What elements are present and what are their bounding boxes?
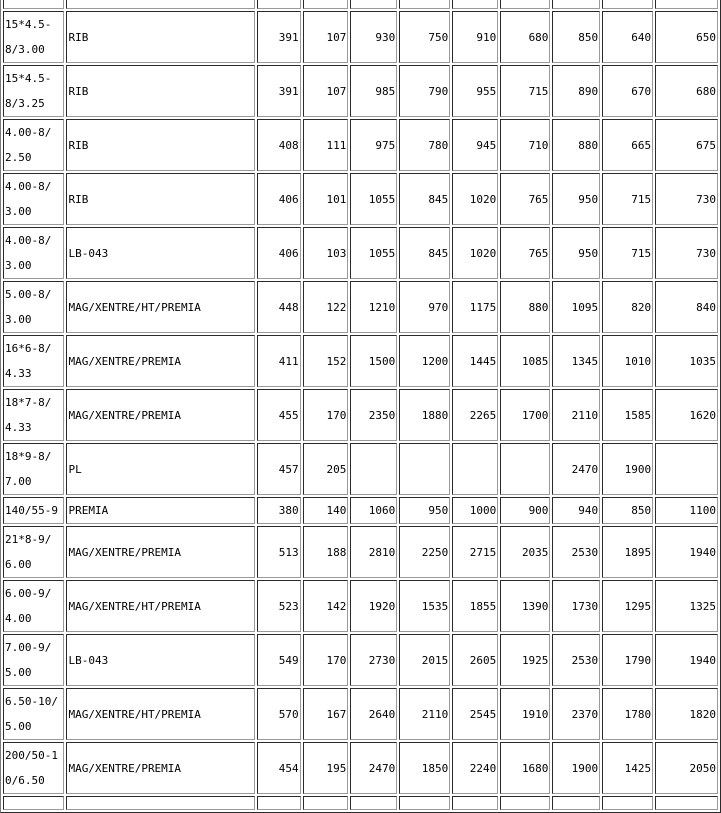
value-cell: 2110 <box>399 688 450 740</box>
value-cell: 2730 <box>350 634 397 686</box>
value-cell: 845 <box>399 227 450 279</box>
value-cell: 975 <box>350 119 397 171</box>
pattern-cell: LB-043 <box>66 227 254 279</box>
value-cell: 1200 <box>399 335 450 387</box>
value-cell: 950 <box>552 227 600 279</box>
value-cell: 1295 <box>602 580 653 632</box>
value-cell: 780 <box>399 119 450 171</box>
table-row <box>3 173 718 225</box>
table-row <box>3 227 718 279</box>
value-cell: 2470 <box>350 742 397 794</box>
pattern-cell: PL <box>66 443 254 495</box>
pattern-cell: MAG/XENTRE/HT/PREMIA <box>66 688 254 740</box>
table-row <box>3 497 718 524</box>
value-cell: 1000 <box>452 497 498 524</box>
value-cell: 103 <box>303 227 349 279</box>
value-cell: 845 <box>399 173 450 225</box>
value-cell: 950 <box>399 497 450 524</box>
value-cell: 1345 <box>552 335 600 387</box>
value-cell: 2250 <box>399 526 450 578</box>
value-cell: 1010 <box>602 335 653 387</box>
value-cell: 840 <box>655 281 718 333</box>
value-cell: 900 <box>500 497 550 524</box>
table-row <box>3 634 718 686</box>
value-cell: 910 <box>452 11 498 63</box>
value-cell: 1680 <box>500 742 550 794</box>
value-cell <box>552 796 600 810</box>
value-cell: 457 <box>257 443 301 495</box>
value-cell: 1940 <box>655 526 718 578</box>
value-cell <box>552 0 600 9</box>
value-cell <box>655 0 718 9</box>
value-cell: 1900 <box>602 443 653 495</box>
pattern-cell: MAG/XENTRE/PREMIA <box>66 526 254 578</box>
size-cell: 4.00-8/3.00 <box>3 173 64 225</box>
size-cell: 15*4.5-8/3.25 <box>3 65 64 117</box>
pattern-cell: RIB <box>66 65 254 117</box>
value-cell <box>350 443 397 495</box>
size-cell: 4.00-8/2.50 <box>3 119 64 171</box>
value-cell: 2605 <box>452 634 498 686</box>
value-cell: 111 <box>303 119 349 171</box>
table-row <box>3 742 718 794</box>
value-cell: 454 <box>257 742 301 794</box>
value-cell <box>655 443 718 495</box>
value-cell <box>452 443 498 495</box>
size-cell: 4.00-8/3.00 <box>3 227 64 279</box>
value-cell: 406 <box>257 173 301 225</box>
value-cell: 1020 <box>452 173 498 225</box>
value-cell: 1895 <box>602 526 653 578</box>
value-cell: 1855 <box>452 580 498 632</box>
value-cell: 1325 <box>655 580 718 632</box>
value-cell: 1020 <box>452 227 498 279</box>
value-cell: 1390 <box>500 580 550 632</box>
value-cell: 391 <box>257 11 301 63</box>
pattern-cell: RIB <box>66 11 254 63</box>
value-cell: 1940 <box>655 634 718 686</box>
value-cell: 101 <box>303 173 349 225</box>
value-cell: 750 <box>399 11 450 63</box>
pattern-cell: MAG/XENTRE/HT/PREMIA <box>66 580 254 632</box>
value-cell: 1095 <box>552 281 600 333</box>
size-cell: 200/50-10/6.50 <box>3 742 64 794</box>
table-row <box>3 335 718 387</box>
value-cell: 820 <box>602 281 653 333</box>
value-cell: 1880 <box>399 389 450 441</box>
pattern-cell: MAG/XENTRE/PREMIA <box>66 389 254 441</box>
value-cell: 1060 <box>350 497 397 524</box>
value-cell: 2350 <box>350 389 397 441</box>
value-cell <box>500 443 550 495</box>
table-row <box>3 688 718 740</box>
value-cell: 715 <box>602 173 653 225</box>
value-cell: 1210 <box>350 281 397 333</box>
size-cell: 7.00-9/5.00 <box>3 634 64 686</box>
value-cell: 765 <box>500 227 550 279</box>
value-cell: 950 <box>552 173 600 225</box>
value-cell: 2370 <box>552 688 600 740</box>
value-cell: 1585 <box>602 389 653 441</box>
pattern-cell: RIB <box>66 173 254 225</box>
value-cell: 170 <box>303 634 349 686</box>
value-cell: 408 <box>257 119 301 171</box>
value-cell: 2640 <box>350 688 397 740</box>
value-cell <box>350 796 397 810</box>
pattern-cell: LB-043 <box>66 634 254 686</box>
value-cell: 1055 <box>350 227 397 279</box>
value-cell: 2530 <box>552 526 600 578</box>
value-cell: 765 <box>500 173 550 225</box>
value-cell: 406 <box>257 227 301 279</box>
table-row <box>3 11 718 63</box>
value-cell: 1900 <box>552 742 600 794</box>
value-cell: 970 <box>399 281 450 333</box>
value-cell <box>602 796 653 810</box>
size-cell <box>3 0 64 9</box>
value-cell: 1925 <box>500 634 550 686</box>
value-cell: 1920 <box>350 580 397 632</box>
table-row <box>3 389 718 441</box>
value-cell: 107 <box>303 11 349 63</box>
value-cell: 940 <box>552 497 600 524</box>
size-cell <box>3 796 64 810</box>
value-cell: 1820 <box>655 688 718 740</box>
size-cell: 6.50-10/5.00 <box>3 688 64 740</box>
value-cell <box>602 0 653 9</box>
value-cell: 1085 <box>500 335 550 387</box>
value-cell: 1850 <box>399 742 450 794</box>
value-cell <box>350 0 397 9</box>
size-cell: 18*7-8/4.33 <box>3 389 64 441</box>
value-cell: 890 <box>552 65 600 117</box>
value-cell <box>399 0 450 9</box>
value-cell: 107 <box>303 65 349 117</box>
pattern-cell <box>66 0 254 9</box>
value-cell: 142 <box>303 580 349 632</box>
size-cell: 15*4.5-8/3.00 <box>3 11 64 63</box>
value-cell: 122 <box>303 281 349 333</box>
table-row <box>3 526 718 578</box>
value-cell: 680 <box>500 11 550 63</box>
table-row <box>3 65 718 117</box>
value-cell: 1620 <box>655 389 718 441</box>
value-cell <box>303 0 349 9</box>
value-cell <box>500 0 550 9</box>
value-cell: 1425 <box>602 742 653 794</box>
pattern-cell: RIB <box>66 119 254 171</box>
value-cell <box>257 796 301 810</box>
value-cell: 1535 <box>399 580 450 632</box>
value-cell: 640 <box>602 11 653 63</box>
value-cell <box>399 443 450 495</box>
value-cell: 715 <box>500 65 550 117</box>
value-cell: 670 <box>602 65 653 117</box>
value-cell: 2810 <box>350 526 397 578</box>
value-cell: 650 <box>655 11 718 63</box>
value-cell: 850 <box>552 11 600 63</box>
table-row <box>3 443 718 495</box>
value-cell: 2715 <box>452 526 498 578</box>
value-cell: 675 <box>655 119 718 171</box>
value-cell: 2530 <box>552 634 600 686</box>
value-cell <box>452 0 498 9</box>
value-cell: 391 <box>257 65 301 117</box>
value-cell: 448 <box>257 281 301 333</box>
value-cell: 930 <box>350 11 397 63</box>
pattern-cell: MAG/XENTRE/PREMIA <box>66 335 254 387</box>
value-cell: 1035 <box>655 335 718 387</box>
value-cell: 188 <box>303 526 349 578</box>
value-cell <box>257 0 301 9</box>
size-cell: 21*8-9/6.00 <box>3 526 64 578</box>
value-cell: 170 <box>303 389 349 441</box>
value-cell: 1700 <box>500 389 550 441</box>
value-cell: 1780 <box>602 688 653 740</box>
value-cell: 945 <box>452 119 498 171</box>
size-cell: 140/55-9 <box>3 497 64 524</box>
value-cell: 1500 <box>350 335 397 387</box>
table-row <box>3 580 718 632</box>
value-cell: 710 <box>500 119 550 171</box>
value-cell: 1730 <box>552 580 600 632</box>
value-cell: 140 <box>303 497 349 524</box>
value-cell: 715 <box>602 227 653 279</box>
value-cell: 2110 <box>552 389 600 441</box>
value-cell <box>399 796 450 810</box>
value-cell: 1445 <box>452 335 498 387</box>
value-cell: 411 <box>257 335 301 387</box>
size-cell: 6.00-9/4.00 <box>3 580 64 632</box>
value-cell: 680 <box>655 65 718 117</box>
value-cell: 880 <box>500 281 550 333</box>
value-cell: 2015 <box>399 634 450 686</box>
value-cell: 1175 <box>452 281 498 333</box>
value-cell: 790 <box>399 65 450 117</box>
value-cell <box>303 796 349 810</box>
size-cell: 16*6-8/4.33 <box>3 335 64 387</box>
value-cell: 2035 <box>500 526 550 578</box>
value-cell: 1910 <box>500 688 550 740</box>
value-cell: 152 <box>303 335 349 387</box>
table-row <box>3 796 718 810</box>
value-cell: 730 <box>655 227 718 279</box>
value-cell: 880 <box>552 119 600 171</box>
value-cell: 730 <box>655 173 718 225</box>
value-cell: 455 <box>257 389 301 441</box>
value-cell: 513 <box>257 526 301 578</box>
table-row <box>3 119 718 171</box>
value-cell: 2050 <box>655 742 718 794</box>
pattern-cell: MAG/XENTRE/PREMIA <box>66 742 254 794</box>
value-cell: 1100 <box>655 497 718 524</box>
value-cell: 195 <box>303 742 349 794</box>
pattern-cell: PREMIA <box>66 497 254 524</box>
table-row <box>3 281 718 333</box>
value-cell: 665 <box>602 119 653 171</box>
value-cell <box>452 796 498 810</box>
pattern-cell: MAG/XENTRE/HT/PREMIA <box>66 281 254 333</box>
table-row <box>3 0 718 9</box>
pattern-cell <box>66 796 254 810</box>
value-cell: 955 <box>452 65 498 117</box>
table-body <box>3 0 718 810</box>
value-cell: 1055 <box>350 173 397 225</box>
value-cell: 2470 <box>552 443 600 495</box>
value-cell: 2240 <box>452 742 498 794</box>
value-cell: 570 <box>257 688 301 740</box>
value-cell: 523 <box>257 580 301 632</box>
size-cell: 5.00-8/3.00 <box>3 281 64 333</box>
value-cell: 2545 <box>452 688 498 740</box>
value-cell: 850 <box>602 497 653 524</box>
value-cell <box>500 796 550 810</box>
value-cell: 380 <box>257 497 301 524</box>
value-cell <box>655 796 718 810</box>
value-cell: 167 <box>303 688 349 740</box>
value-cell: 549 <box>257 634 301 686</box>
value-cell: 985 <box>350 65 397 117</box>
size-cell: 18*9-8/7.00 <box>3 443 64 495</box>
value-cell: 1790 <box>602 634 653 686</box>
value-cell: 2265 <box>452 389 498 441</box>
value-cell: 205 <box>303 443 349 495</box>
